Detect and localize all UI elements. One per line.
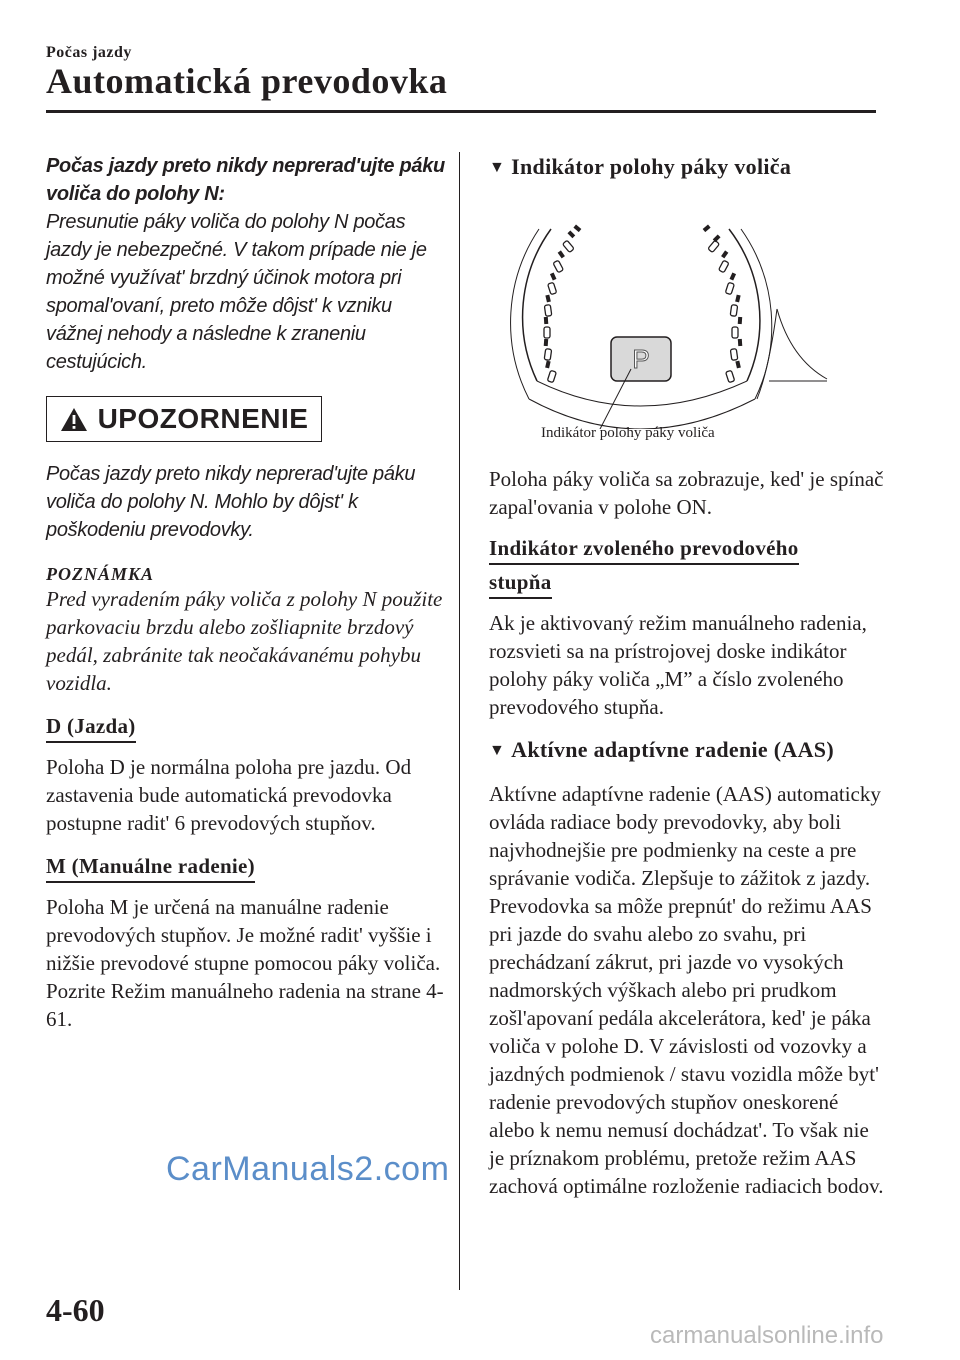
gear-heading-line1: Indikátor zvoleného prevodového [489, 535, 799, 565]
note-label: POZNÁMKA [46, 564, 155, 584]
triangle-bullet-icon: ▼ [489, 159, 506, 176]
warning-text: Presunutie páky voliča do polohy N počas jazdy je nebezpečné. V takom prípade nie je možné využívat' brzdný účinok motora pri spomal'ovaní, preto môže dôjst' k vzniku vážnej nehody a následne k zraneniu cestujúcich. [46, 211, 427, 373]
column-divider [459, 152, 460, 1290]
gear-position-display: P [632, 343, 650, 374]
page-title: Automatická prevodovka [46, 61, 448, 101]
aas-heading [489, 735, 889, 766]
watermark: CarManuals2.com [166, 1150, 450, 1188]
indicator-heading-text: Indikátor polohy páky voliča [511, 154, 792, 179]
caution-label: UPOZORNENIE [97, 403, 309, 434]
aas-heading-text: Aktívne adaptívne radenie (AAS) [511, 737, 834, 762]
gear-heading [489, 535, 889, 599]
gear-heading-line2: stupňa [489, 569, 552, 599]
section-label: Počas jazdy [46, 44, 132, 61]
caution-box [46, 396, 322, 442]
figure-caption: Indikátor polohy páky voliča [541, 425, 715, 441]
warning-heading: Počas jazdy preto nikdy neprerad'ujte páku voliča do polohy N: [46, 155, 445, 205]
site-watermark: carmanualsonline.info [650, 1322, 884, 1349]
gauge-figure [489, 199, 829, 449]
note-text: Pred vyradením páky voliča z polohy N použite parkovaciu brzdu alebo zošliapnite brzdový pedál, zabránite tak neočakávanému pohybu vozidla. [46, 587, 443, 695]
indicator-text: Poloha páky voliča sa zobrazuje, ked' je spínač zapal'ovania v polohe ON. [489, 467, 884, 519]
m-text: Poloha M je určená na manuálne radenie prevodových stupňov. Je možné radit' vyššie i nižšie prevodové stupne pomocou páky voliča. Pozrite Režim manuálneho radenia na strane 4-61. [46, 895, 444, 1031]
warning-triangle-icon [60, 407, 88, 432]
d-text: Poloha D je normálna poloha pre jazdu. Od zastavenia bude automatická prevodovka postupne radit' 6 prevodových stupňov. [46, 755, 412, 835]
instrument-cluster-illustration [489, 199, 829, 429]
gear-text: Ak je aktivovaný režim manuálneho radenia, rozsvieti sa na prístrojovej doske indikátor polohy páky voliča „M” a číslo zvoleného prevodového stupňa. [489, 611, 867, 719]
aas-text: Aktívne adaptívne radenie (AAS) automaticky ovláda radiace body prevodovky, aby boli najvhodnejšie pre podmienky na ceste a pre správanie vodiča. Zlepšuje to zážitok z jazdy. Prevodovka sa môže prepnút' do režimu AAS pri jazde do svahu alebo zo svahu, pri prechádzaní zákrut, pri jazde vo vysokých nadmorských výškach alebo pri prudkom zošl'apovaní pedála akcelerátora, ked' je páka voliča v polohe D. V závislosti od vozovky a jazdných podmienok / stavu vozidla môže byt' radenie prevodových stupňov oneskorené alebo k nemu nemusí dochádzat'. To však nie je príznakom problému, pretože režim AAS zachová optimálne rozloženie radiacich bodov. [489, 782, 884, 1198]
m-heading: M (Manuálne radenie) [46, 853, 255, 883]
d-heading: D (Jazda) [46, 713, 136, 743]
left-column [46, 152, 446, 1033]
caution-text: Počas jazdy preto nikdy neprerad'ujte páku voliča do polohy N. Mohlo by dôjst' k poškodeniu prevodovky. [46, 463, 416, 541]
indicator-heading [489, 152, 889, 183]
page-number: 4-60 [46, 1292, 105, 1328]
header-rule [46, 110, 876, 113]
right-column [489, 152, 889, 1200]
triangle-bullet-icon: ▼ [489, 742, 506, 759]
